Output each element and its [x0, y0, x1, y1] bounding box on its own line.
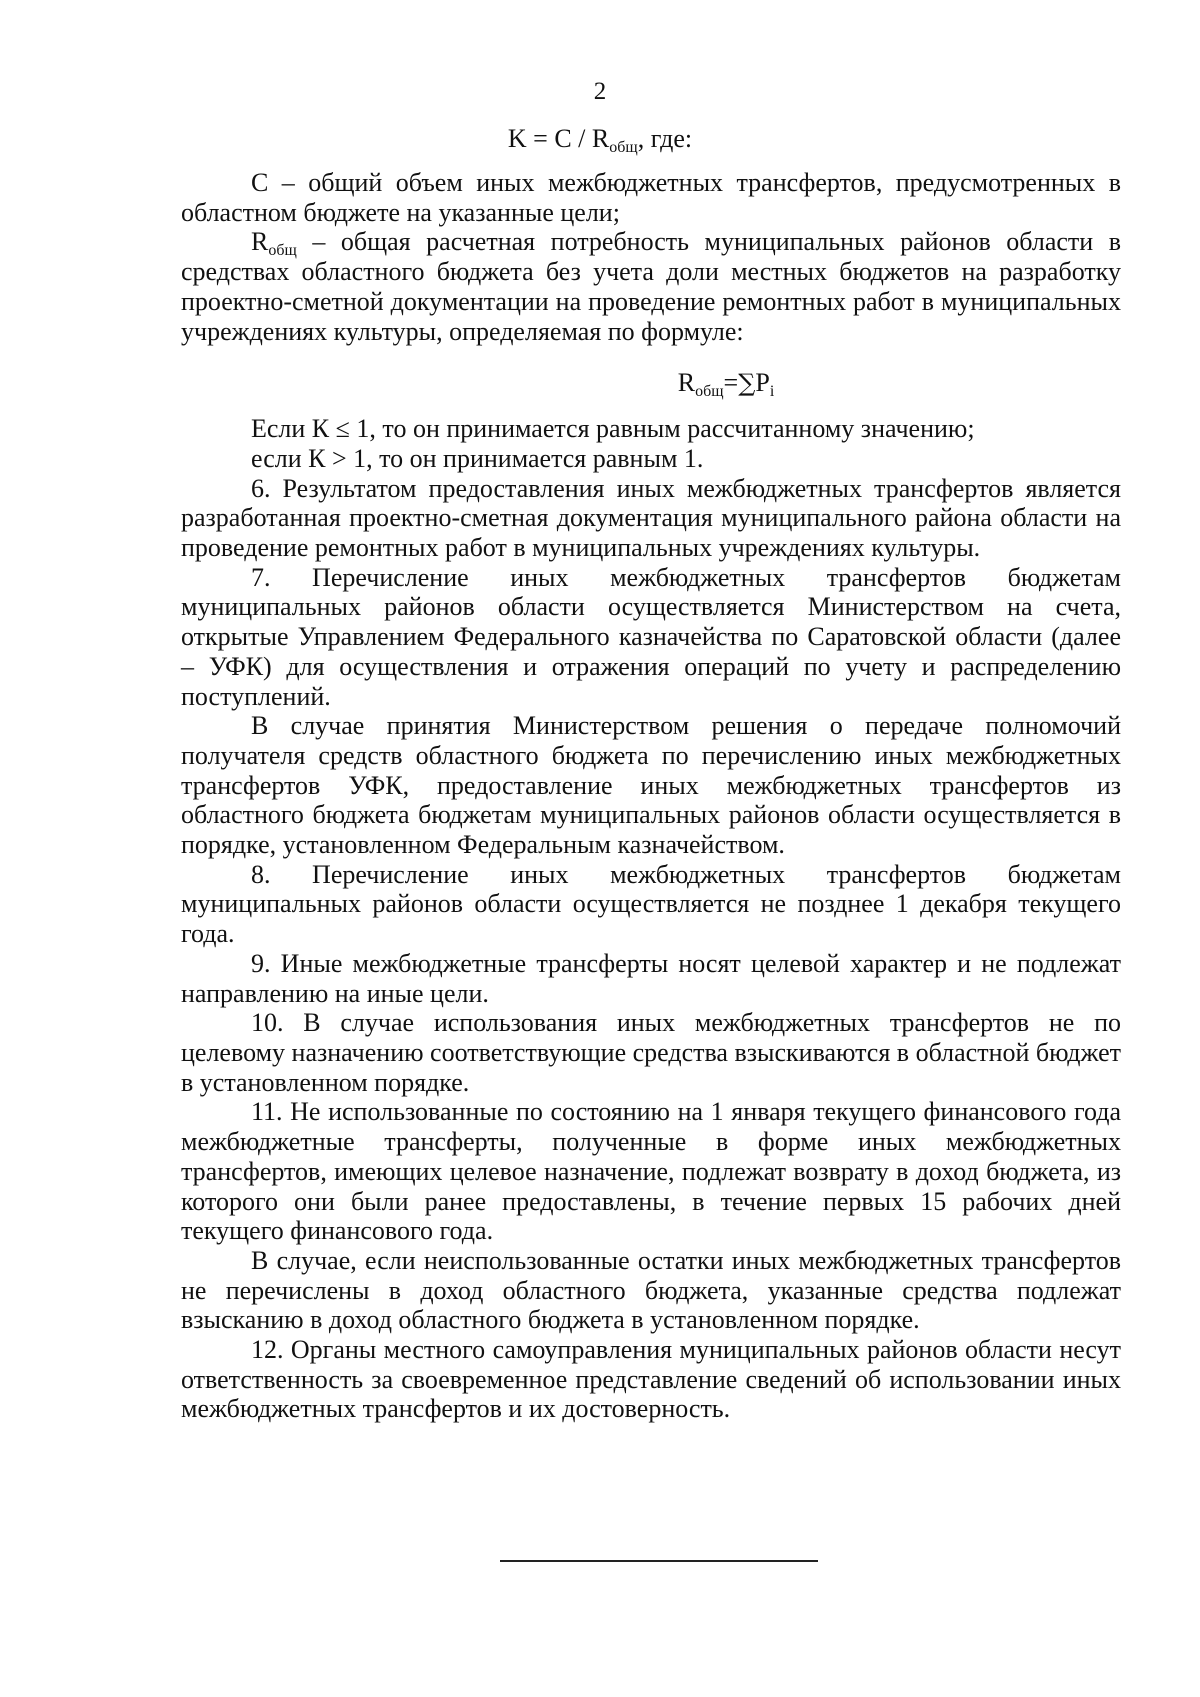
formula-k-subscript: общ	[609, 139, 638, 156]
paragraph-8: 8. Перечисление иных межбюджетных трансфертов бюджетам муниципальных районов области осуществляется не позднее 1 декабря текущего года.	[181, 859, 1121, 949]
formula-sum-p: P	[755, 368, 770, 398]
formula-sum	[181, 366, 1121, 400]
formula-k-tail: , где:	[637, 124, 693, 153]
r-subscript: общ	[268, 242, 297, 260]
paragraph-11-remainder: В случае, если неиспользованные остатки иных межбюджетных трансфертов не перечислены в доход областного бюджета, указанные средства подлежат взысканию в доход областного бюджета в установленном порядке.	[181, 1245, 1121, 1335]
formula-k-lhs: K = C / R	[507, 124, 610, 153]
document-body	[181, 168, 1121, 1424]
paragraph-c-definition: С – общий объем иных межбюджетных трансфертов, предусмотренных в областном бюджете на указанные цели;	[181, 168, 1121, 227]
formula-sum-subscript: общ	[695, 383, 724, 401]
formula-sum-symbol: R	[677, 368, 696, 398]
page-number: 2	[593, 78, 607, 105]
paragraph-12: 12. Органы местного самоуправления муниципальных районов области несут ответственность за своевременное представление сведений об использовании иных межбюджетных трансфертов и их достоверность.	[181, 1335, 1121, 1424]
paragraph-6: 6. Результатом предоставления иных межбюджетных трансфертов является разработанная проектно-сметная документация муниципального района области на проведение ремонтных работ в муниципальных учреждениях культуры.	[181, 473, 1121, 563]
formula-k	[0, 122, 1200, 156]
formula-sum-p-subscript: i	[769, 383, 775, 401]
sum-sign: ∑	[738, 369, 756, 398]
r-definition-text: – общая расчетная потребность муниципальных районов области в средствах областного бюджета без учета доли местных бюджетов на разработку проектно-сметной документации на проведение ремонтных работ в муниципальных учреждениях культуры, определяемая по формуле:	[181, 227, 1121, 346]
end-divider-line	[500, 1560, 818, 1562]
paragraph-k-gt-1: если К > 1, то он принимается равным 1.	[251, 443, 704, 473]
paragraph-7: 7. Перечисление иных межбюджетных трансфертов бюджетам муниципальных районов области осуществляется Министерством на счета, открытые Управлением Федерального казначейства по Саратовской области (далее – УФК) для осуществления и отражения операций по учету и распределению поступлений.	[181, 562, 1121, 711]
paragraph-9: 9. Иные межбюджетные трансферты носят целевой характер и не подлежат направлению на иные цели.	[181, 948, 1121, 1008]
paragraph-10: 10. В случае использования иных межбюджетных трансфертов не по целевому назначению соответствующие средства взыскиваются в областной бюджет в установленном порядке.	[181, 1008, 1121, 1097]
paragraph-r-definition	[181, 227, 1121, 346]
formula-sum-eq: =	[723, 368, 739, 398]
paragraph-k-le-1: Если К ≤ 1, то он принимается равным рассчитанному значению;	[251, 414, 975, 444]
paragraph-11: 11. Не использованные по состоянию на 1 января текущего финансового года межбюджетные трансферты, полученные в форме иных межбюджетных трансфертов, имеющих целевое назначение, подлежат возврату в доход бюджета, из которого они были ранее предоставлены, в течение первых 15 рабочих дней текущего финансового года.	[181, 1097, 1121, 1246]
r-symbol: R	[251, 227, 269, 257]
paragraph-7-ufk: В случае принятия Министерством решения о передаче полномочий получателя средств областного бюджета по перечислению иных межбюджетных трансфертов УФК, предоставление иных межбюджетных трансфертов из областного бюджета бюджетам муниципальных районов области осуществляется в порядке, установленном Федеральным казначейством.	[181, 711, 1121, 860]
